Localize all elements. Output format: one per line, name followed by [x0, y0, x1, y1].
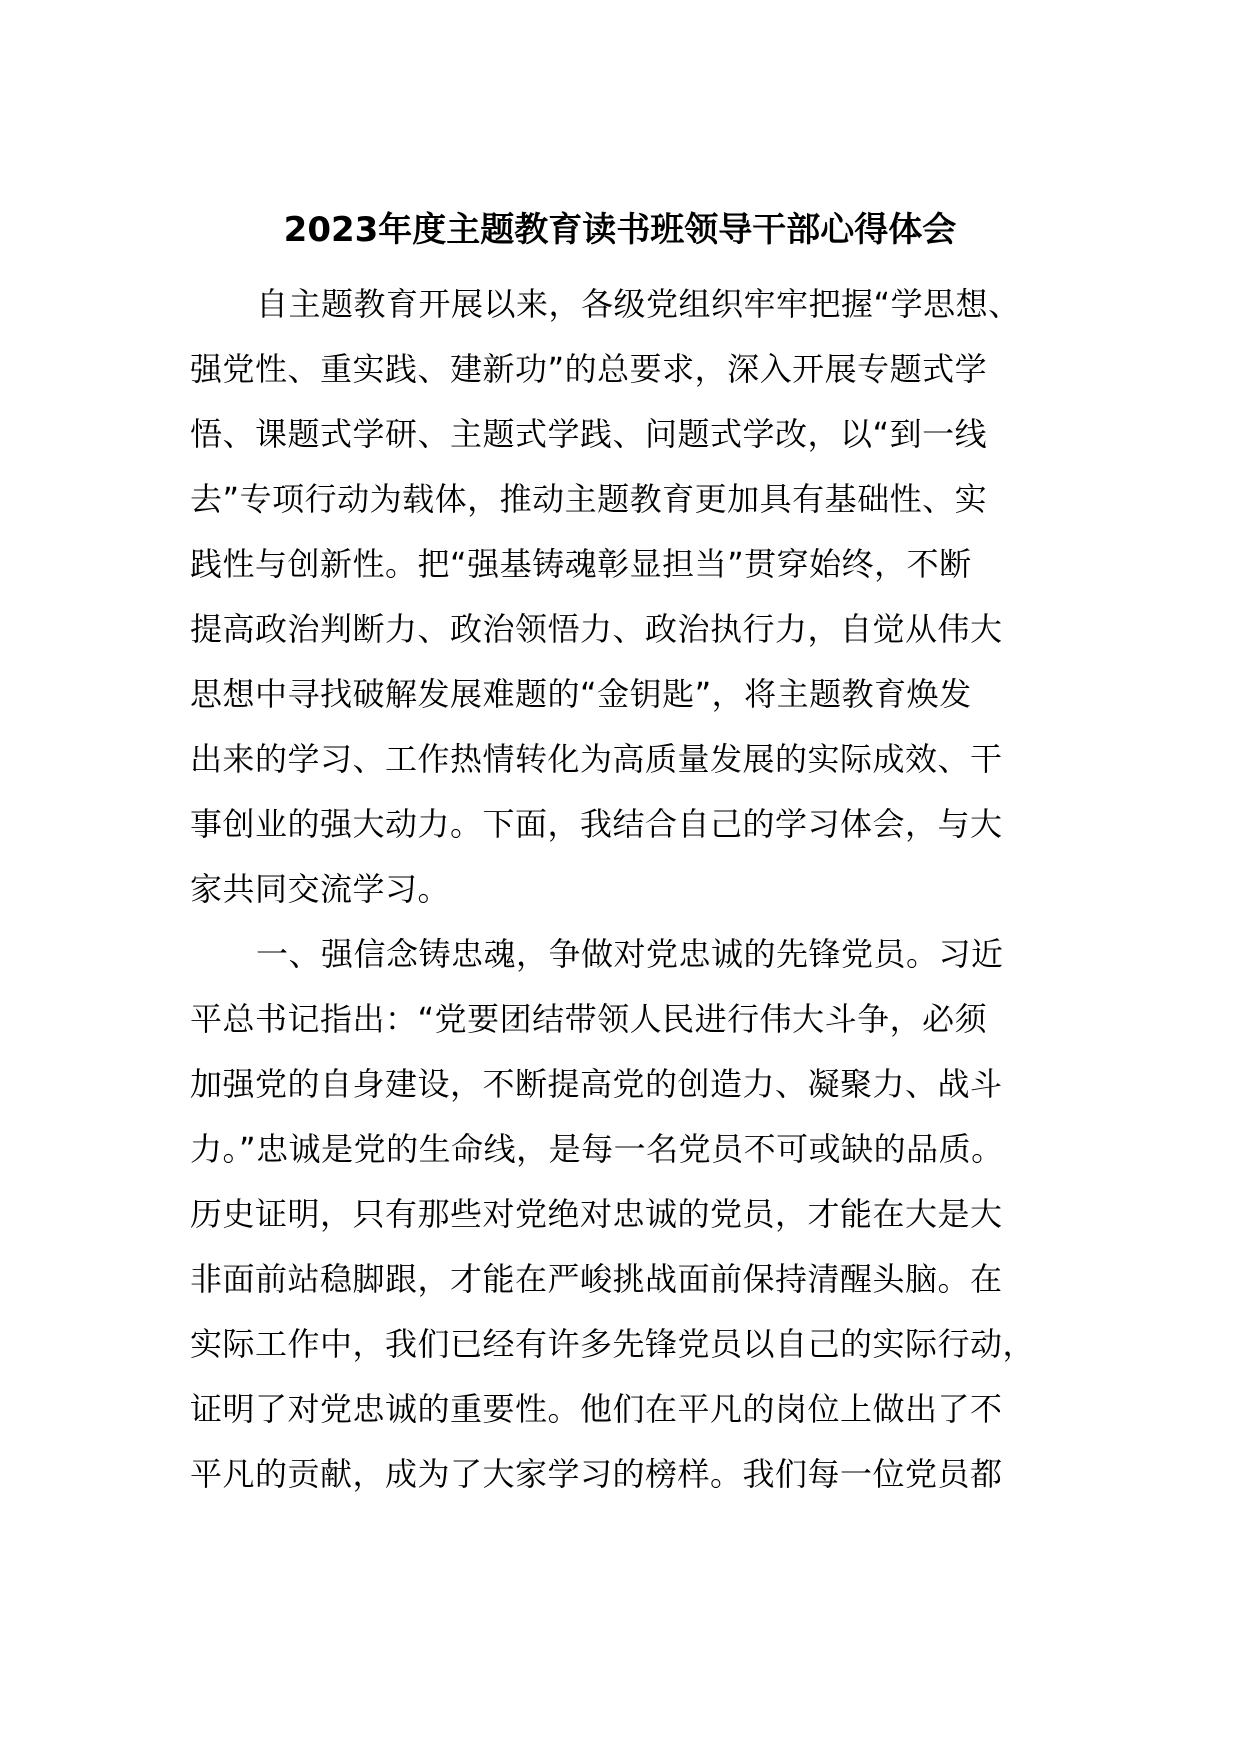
text-line: 提高政治判断力、政治领悟力、政治执行力，自觉从伟大 [190, 610, 1003, 648]
document-body [190, 272, 1050, 1507]
text-line: 力。”忠诚是党的生命线，是每一名党员不可或缺的品质。 [190, 1130, 1004, 1168]
text-line: 加强党的自身建设，不断提高党的创造力、凝聚力、战斗 [190, 1065, 1003, 1103]
text-line: 平凡的贡献，成为了大家学习的榜样。我们每一位党员都 [190, 1455, 1003, 1493]
text-line: 证明了对党忠诚的重要性。他们在平凡的岗位上做出了不 [190, 1390, 1003, 1428]
paragraph-intro [190, 272, 1050, 922]
text-line: 强党性、重实践、建新功”的总要求，深入开展专题式学 [190, 350, 988, 388]
text-line: 出来的学习、工作热情转化为高质量发展的实际成效、干 [190, 740, 1003, 778]
text-line: 平总书记指出：“党要团结带领人民进行伟大斗争，必须 [190, 1000, 988, 1038]
text-line: 去”专项行动为载体，推动主题教育更加具有基础性、实 [190, 480, 988, 518]
text-line: 一、强信念铸忠魂，争做对党忠诚的先锋党员。习近 [256, 935, 1004, 973]
text-line: 思想中寻找破解发展难题的“金钥匙”，将主题教育焕发 [190, 675, 972, 713]
text-line: 家共同交流学习。 [190, 870, 451, 908]
paragraph-section-one [190, 922, 1050, 1507]
text-line: 悟、课题式学研、主题式学践、问题式学改，以“到一线 [190, 415, 988, 453]
text-line: 非面前站稳脚跟，才能在严峻挑战面前保持清醒头脑。在 [190, 1260, 1003, 1298]
text-line: 历史证明，只有那些对党绝对忠诚的党员，才能在大是大 [190, 1195, 1003, 1233]
document-title: 2023年度主题教育读书班领导干部心得体会 [283, 210, 957, 250]
text-line: 事创业的强大动力。下面，我结合自己的学习体会，与大 [190, 805, 1003, 843]
text-line: 践性与创新性。把“强基铸魂彰显担当”贯穿始终，不断 [190, 545, 972, 583]
text-line: 实际工作中，我们已经有许多先锋党员以自己的实际行动， [190, 1325, 1036, 1363]
text-line: 自主题教育开展以来，各级党组织牢牢把握“学思想、 [256, 285, 1021, 323]
